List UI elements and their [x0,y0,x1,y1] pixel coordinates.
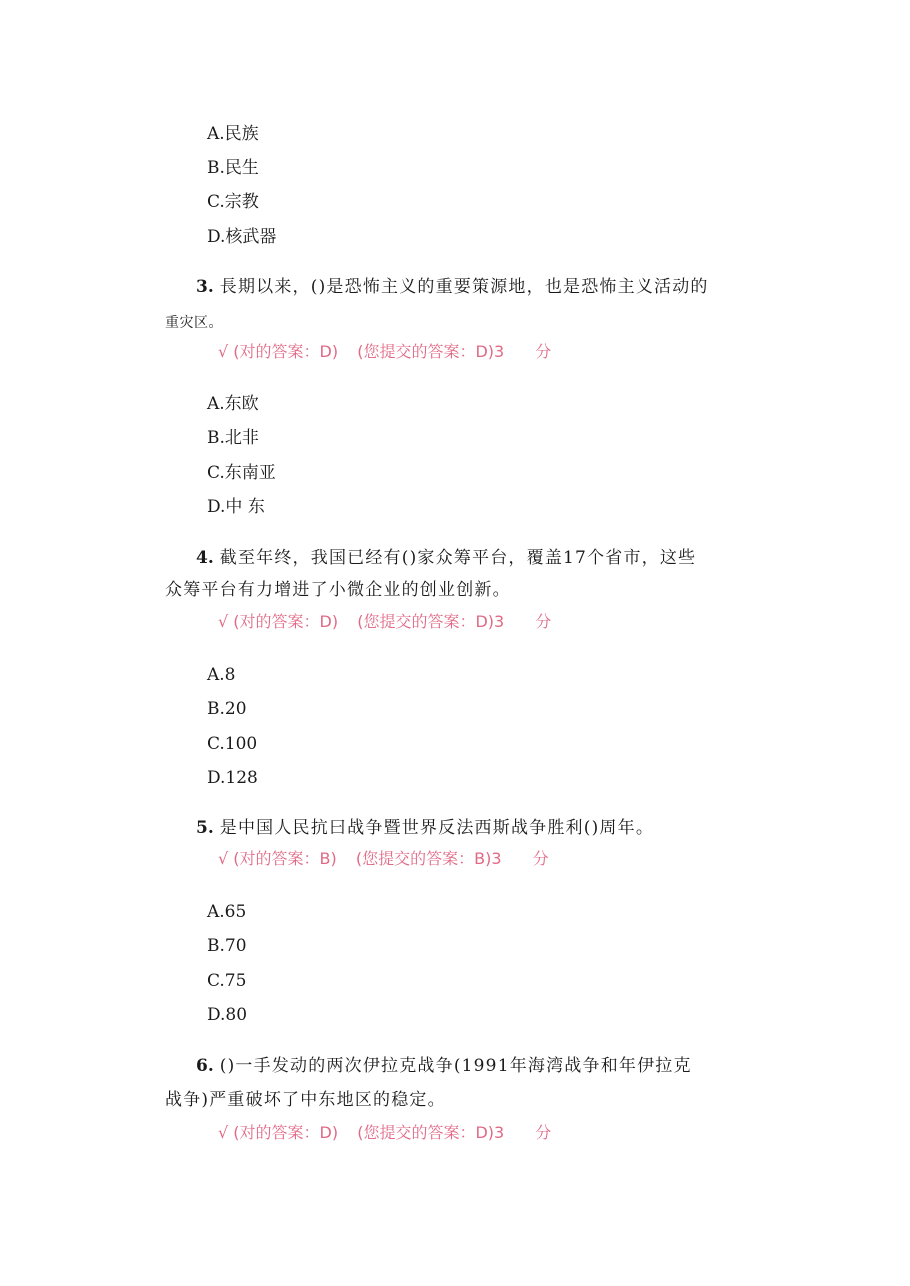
q4-option-c: C.100 [207,734,258,754]
q4-text-line1: 截至年终，我国已经有()家众筹平台，覆盖17个省市，这些 [219,548,697,568]
q5-text-line1: 是中国人民抗曰战争暨世界反法西斯战争胜利()周年。 [219,818,655,838]
q6-correct-answer: (对的答案：D) [233,1123,339,1142]
q5-option-b: B.70 [207,936,247,956]
check-icon: √ [218,612,229,631]
q2-option-d: D.核武器 [207,227,277,247]
q2-option-b: B.民生 [207,158,259,178]
q3-text-line2: 重灾区。 [165,315,223,331]
q6-text-line1: ()一手发动的两次伊拉克战争(1991年海湾战争和年伊拉克 [219,1056,692,1076]
q5-option-c: C.75 [207,971,247,991]
q2-option-c: C.宗教 [207,192,259,212]
q6-submitted-answer: (您提交的答案：D)3 [357,1123,505,1142]
q3-option-a: A.东欧 [207,394,259,414]
q5-correct-answer: (对的答案：B) [233,849,337,868]
q4-option-a: A.8 [207,665,236,685]
q4-option-b: B.20 [207,699,247,719]
q5-submitted-answer: (您提交的答案：B)3 [355,849,502,868]
q5-option-a: A.65 [207,902,247,922]
q4-question [196,548,751,568]
q5-number: 5. [196,818,214,838]
q3-submitted-answer: (您提交的答案：D)3 [357,342,505,361]
check-icon: √ [218,1123,229,1142]
q6-number: 6. [196,1056,214,1076]
q5-answer [218,849,549,869]
q3-answer [218,342,551,362]
q4-number: 4. [196,548,214,568]
q4-answer [218,612,551,632]
q4-correct-answer: (对的答案：D) [233,612,339,631]
q6-text-line2: 战争)严重破坏了中东地区的稳定。 [165,1090,446,1110]
q6-answer [218,1123,551,1143]
q3-question [196,277,751,297]
q4-submitted-answer: (您提交的答案：D)3 [357,612,505,631]
q3-option-d: D.中 东 [207,497,265,517]
q2-option-a: A.民族 [207,124,259,144]
check-icon: √ [218,342,229,361]
q4-option-d: D.128 [207,768,258,788]
q3-text-line1: 長期以来，()是恐怖主义的重要策源地，也是恐怖主义活动的 [219,277,709,297]
q5-option-d: D.80 [207,1005,248,1025]
q3-number: 3. [196,277,214,297]
q3-score-unit: 分 [535,342,552,361]
q6-score-unit: 分 [535,1123,552,1142]
q4-text-line2: 众筹平台有力增进了小微企业的创业创新。 [165,580,511,600]
check-icon: √ [218,849,229,868]
q5-score-unit: 分 [532,849,549,868]
q4-score-unit: 分 [535,612,552,631]
q6-question [196,1056,751,1076]
q5-question [196,818,751,838]
q3-option-b: B.北非 [207,428,259,448]
q3-option-c: C.东南亚 [207,463,276,483]
q3-correct-answer: (对的答案：D) [233,342,339,361]
